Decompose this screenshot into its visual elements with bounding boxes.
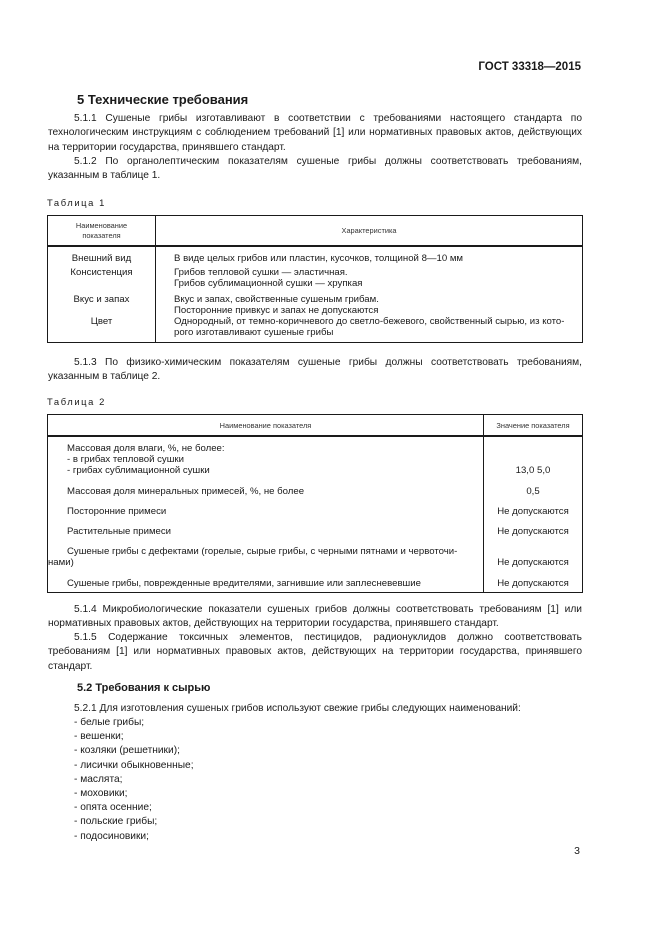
paragraph-5-1-1 [48, 112, 582, 155]
row-value [156, 264, 583, 289]
table2-header-name: Наименование показателя [48, 415, 484, 437]
row-name: Цвет [48, 316, 156, 343]
paragraph-text: 5.1.2 По органолептическим показателям сушеные грибы должны соответствовать требованиям, указанным в таблице 1. [48, 156, 582, 182]
row-name: Консистенция [48, 264, 156, 289]
table-row [48, 316, 583, 343]
table2-caption: Таблица 2 [47, 396, 106, 407]
row-value [156, 290, 583, 316]
value-line: Грибов сублимационной сушки — хрупкая [174, 278, 363, 290]
row-value: Не допускаются [497, 557, 569, 569]
table-row [48, 517, 583, 537]
table-row [48, 264, 583, 289]
section-title: 5 Технические требования [77, 92, 249, 107]
paragraph-5-1-3 [48, 356, 582, 385]
list-item: - моховики; [74, 788, 128, 800]
value-line: 5,0 [537, 465, 551, 477]
name-line: нами) [48, 557, 74, 569]
value-line: Вкус и запах, свойственные сушеным грибам. [174, 293, 379, 305]
mushroom-list [74, 716, 194, 844]
table-row [48, 290, 583, 316]
table-2 [47, 414, 583, 593]
paragraph-text: 5.1.5 Содержание токсичных элементов, пестицидов, радионуклидов должно соответствовать требованиям [1] или нормативных правовых актов, действующих на территории государства, принявшего стандарт. [48, 632, 582, 672]
list-item: - белые грибы; [74, 717, 145, 728]
row-name [48, 436, 484, 477]
row-value [156, 316, 583, 343]
list-item: - опята осенние; [74, 802, 152, 814]
paragraph-5-1-5 [48, 631, 582, 674]
subsection-title: 5.2 Требования к сырью [77, 682, 211, 694]
table-1 [47, 215, 583, 343]
list-item: - козляки (решетники); [74, 745, 180, 757]
paragraph-5-2-1 [48, 702, 582, 716]
table-row [48, 537, 583, 568]
table1-header-characteristic: Характеристика [156, 216, 583, 247]
row-name: Сушеные грибы, поврежденные вредителями, загнившие или заплесневевшие [48, 569, 484, 593]
table-row [48, 497, 583, 517]
row-value: Не допускаются [497, 526, 569, 538]
row-value: Не допускаются [497, 577, 569, 589]
name-line: - грибах сублимационной сушки [67, 465, 210, 477]
list-item: - вешенки; [74, 731, 124, 743]
standard-code: ГОСТ 33318—2015 [478, 61, 581, 73]
paragraph-5-1-2 [48, 155, 582, 184]
row-name: Вкус и запах [48, 290, 156, 316]
row-value: В виде целых грибов или пластин, кусочков, толщиной 8—10 мм [174, 253, 464, 264]
paragraph-text: 5.1.3 По физико-химическим показателям сушеные грибы должны соответствовать требованиям, указанным в таблице 2. [48, 357, 582, 383]
table-row [48, 569, 583, 593]
list-item: - лисички обыкновенные; [74, 759, 194, 771]
table-row [48, 246, 583, 264]
row-value [484, 436, 583, 477]
name-line: Сушеные грибы с дефектами (горелые, сырые грибы, с черными пятнами и червоточи- [67, 546, 458, 558]
table2-header-value: Значение показателя [484, 415, 583, 437]
value-line: Однородный, от темно-коричневого до светло-бежевого, свойственный сырью, из кото- [174, 316, 565, 328]
table1-caption: Таблица 1 [47, 197, 106, 208]
list-item: - маслята; [74, 773, 123, 785]
row-name: Растительные примеси [48, 517, 484, 537]
row-name: Массовая доля минеральных примесей, %, не более [48, 477, 484, 497]
header-line: Наименование [75, 220, 128, 230]
list-item: - подосиновики; [74, 830, 149, 842]
value-line: Грибов тепловой сушки — эластичная. [174, 267, 348, 279]
table-row [48, 477, 583, 497]
row-value: Не допускаются [497, 505, 569, 517]
name-line: - в грибах тепловой сушки [67, 454, 184, 466]
row-name: Посторонние примеси [48, 497, 484, 517]
value-line: 13,0 [515, 465, 535, 477]
name-line: Массовая доля влаги, %, не более: [67, 443, 225, 454]
row-name [48, 537, 484, 568]
table-row [48, 436, 583, 477]
list-item: - польские грибы; [74, 816, 158, 828]
header-line: показателя [82, 230, 121, 240]
paragraph-text: 5.2.1 Для изготовления сушеных грибов используют свежие грибы следующих наименований: [74, 703, 521, 714]
row-name: Внешний вид [48, 246, 156, 264]
value-line: Посторонние привкус и запах не допускаются [174, 304, 379, 316]
row-value: 0,5 [526, 485, 540, 497]
page-number: 3 [574, 845, 580, 857]
value-line: рого изготавливают сушеные грибы [174, 327, 334, 339]
paragraph-5-1-4 [48, 603, 582, 632]
table1-header-name [48, 216, 156, 247]
paragraph-text: 5.1.1 Сушеные грибы изготавливают в соответствии с требованиями настоящего стандарта по технологическим инструкциям с соблюдением требований [1] или нормативных правовых актов, действующих на территории государства, принявшего стандарт. [48, 113, 582, 153]
paragraph-text: 5.1.4 Микробиологические показатели сушеных грибов должны соответствовать требованиям [1] или нормативных правовых актов, действующих на территории государства, принявшего стандарт. [48, 604, 582, 630]
